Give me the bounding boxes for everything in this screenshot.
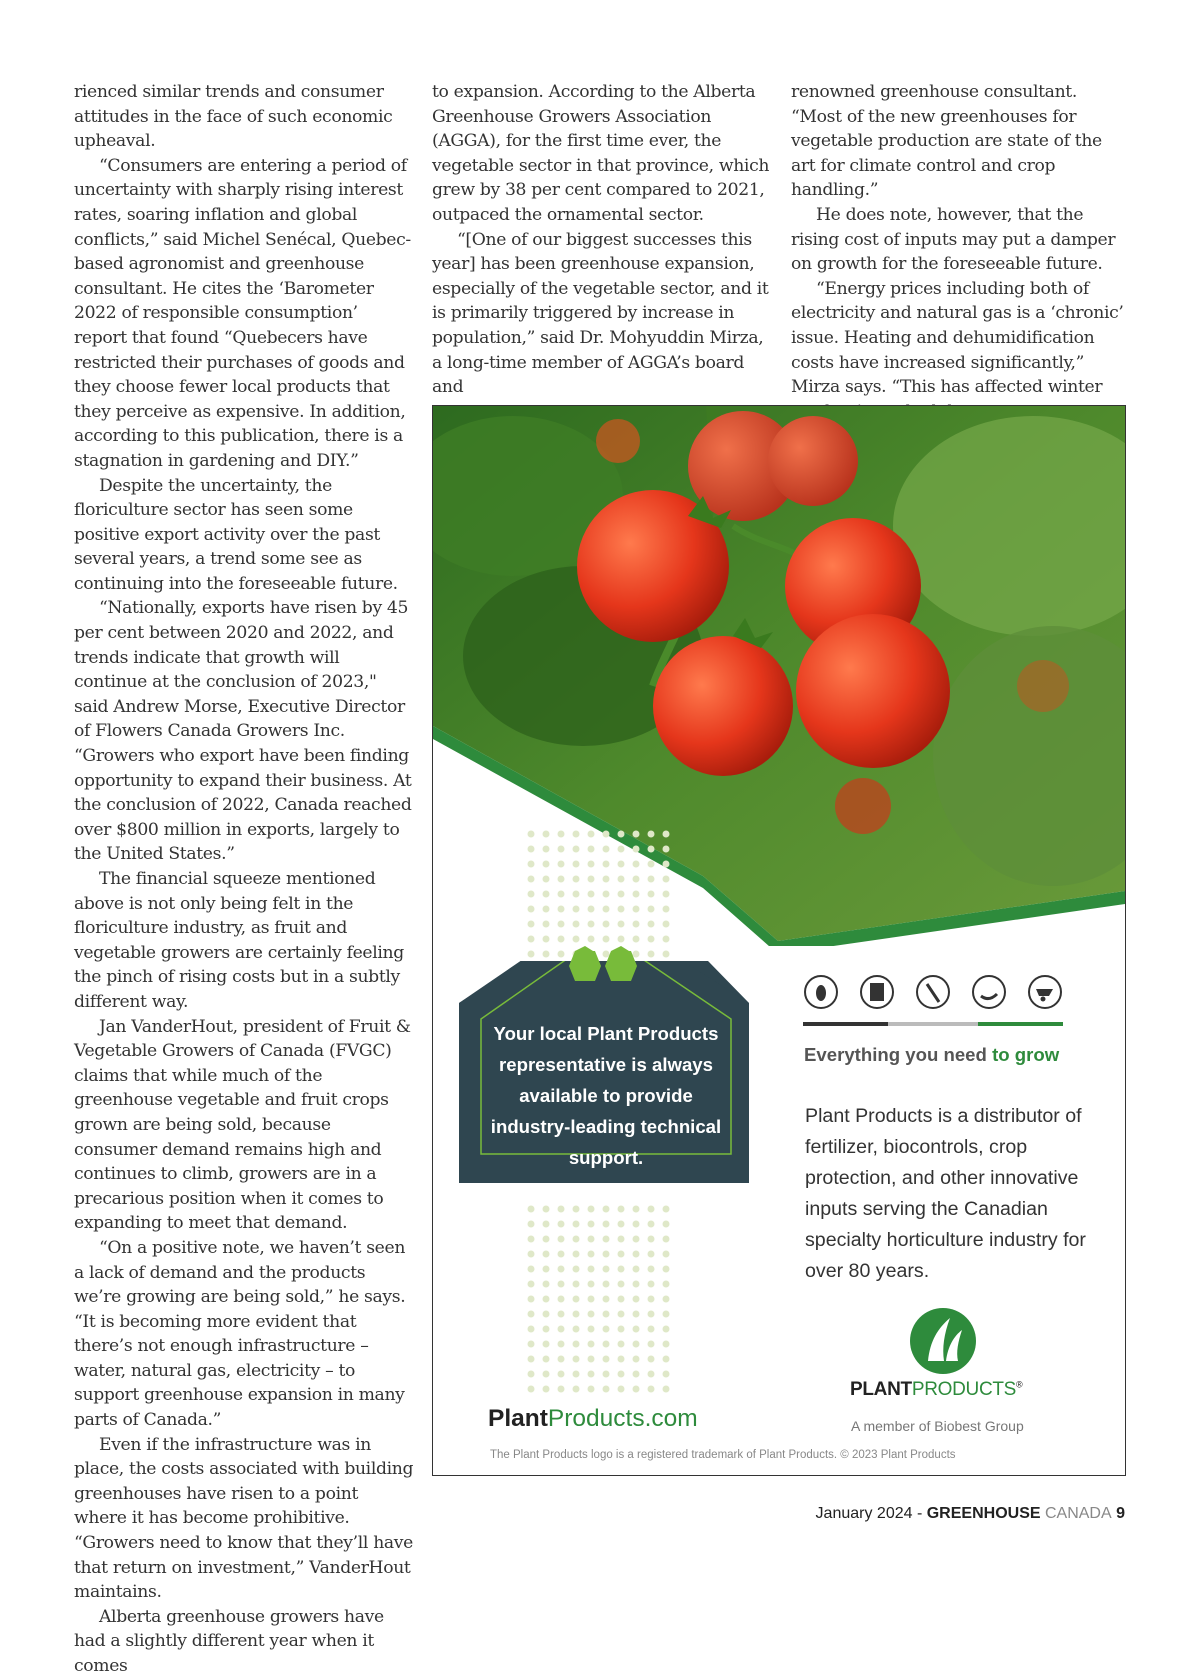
footer-date: January 2024 - bbox=[815, 1505, 927, 1522]
website-products: Products.com bbox=[547, 1405, 698, 1432]
plant-products-logo-icon bbox=[908, 1306, 978, 1376]
paragraph: He does note, however, that the rising cost of inputs may put a damper on growth for the foreseeable future. bbox=[791, 204, 1116, 275]
paragraph: Despite the uncertainty, the floriculture sector has seen some positive export activity over the past several years, a trend some see as continuing into the foreseeable future. bbox=[74, 475, 398, 594]
paragraph: Alberta greenhouse growers have had a slightly different year when it comes bbox=[74, 1606, 384, 1676]
wheelbarrow-icon bbox=[1029, 976, 1061, 1008]
paragraph: “Consumers are entering a period of uncertainty with sharply rising interest rates, soaring inflation and global conflicts,” said Michel Senécal, Quebec-based agronomist and greenhouse consultant. He cites the ‘Barometer 2022 of responsible consumption’ report that found “Quebecers have restricted their purchases of goods and they choose fewer local products that they perceive as expensive. In addition, according to this publication, there is a stagnation in gardening and DIY.” bbox=[74, 155, 411, 471]
article-column-2 bbox=[432, 80, 772, 400]
tagline bbox=[804, 1044, 1059, 1066]
paragraph: Jan VanderHout, president of Fruit & Vegetable Growers of Canada (FVGC) claims that while much of the greenhouse vegetable and fruit crops grown are being sold, because consumer demand remains high and continues to climb, growers are in a precarious position when it comes to expanding to meet that demand. bbox=[74, 1016, 411, 1234]
trademark-note: The Plant Products logo is a registered trademark of Plant Products. © 2023 Plant Products bbox=[490, 1449, 956, 1461]
quote-marks-icon bbox=[563, 946, 643, 996]
tagline-grow: to grow bbox=[992, 1044, 1060, 1065]
service-icons bbox=[803, 974, 1063, 1014]
page-footer bbox=[816, 1505, 1125, 1523]
paragraph: Even if the infrastructure was in place, the costs associated with building greenhouses have risen to a point where it has become prohibitive. “Growers need to know that they’ll have that return on investment,” VanderHout maintains. bbox=[74, 1434, 414, 1603]
paragraph: rienced similar trends and consumer attitudes in the face of such economic upheaval. bbox=[74, 82, 393, 152]
paragraph: “[One of our biggest successes this year] has been greenhouse expansion, especially of the vegetable sector, and it is primarily triggered by increase in population,” said Dr. Mohyuddin Mirza, a long-time member of AGGA’s board and bbox=[432, 229, 769, 398]
registered-mark: ® bbox=[1016, 1379, 1023, 1390]
logo-wordmark bbox=[850, 1379, 1022, 1401]
member-note: A member of Biobest Group bbox=[851, 1418, 1024, 1434]
paragraph: to expansion. According to the Alberta Greenhouse Growers Association (AGGA), for the first time ever, the vegetable sector in that province, which grew by 38 per cent compared to 2021, outpaced the ornamental sector. bbox=[432, 82, 770, 225]
sprayer-icon bbox=[917, 976, 949, 1008]
article-column-1 bbox=[74, 80, 414, 1679]
quote-text: Your local Plant Products representative is always available to provide industry-leading technical support. bbox=[490, 1023, 722, 1168]
paragraph: “Energy prices including both of electricity and natural gas is a ‘chronic’ issue. Heating and dehumidification costs have increased significantly,” Mirza says. “This has affected winter bbox=[791, 278, 1124, 398]
hand-plant-icon bbox=[973, 976, 1005, 1008]
npk-bag-icon bbox=[861, 976, 893, 1008]
ad-description: Plant Products is a distributor of fertilizer, biocontrols, crop protection, and other innovative inputs serving the Canadian specialty horticulture industry for over 80 years. bbox=[805, 1105, 1086, 1282]
divider-line bbox=[803, 1022, 1063, 1028]
paragraph: “On a positive note, we haven’t seen a lack of demand and the products we’re growing are being sold,” he says. “It is becoming more evident that there’s not enough infrastructure – water, natural gas, electricity – to support greenhouse expansion in many parts of Canada.” bbox=[74, 1237, 406, 1431]
article-column-3 bbox=[791, 80, 1131, 424]
paragraph: “Nationally, exports have risen by 45 per cent between 2020 and 2022, and trends indicate that growth will continue at the conclusion of 2023," said Andrew Morse, Executive Director of Flowers Canada Growers Inc. “Growers who export have been finding opportunity to expand their business. At the conclusion of 2022, Canada reached over $800 million in exports, largely to the United States.” bbox=[74, 598, 412, 865]
website-link[interactable] bbox=[488, 1405, 698, 1433]
footer-greenhouse: GREENHOUSE bbox=[926, 1505, 1041, 1522]
logo-products: PRODUCTS bbox=[911, 1379, 1017, 1400]
paragraph: The financial squeeze mentioned above is not only being felt in the floriculture industry, as fruit and vegetable growers are certainly feeling the pinch of rising costs but in a subtly different way. bbox=[74, 869, 404, 1012]
bee-icon bbox=[805, 976, 837, 1008]
website-plant: Plant bbox=[488, 1405, 548, 1432]
plant-products-ad bbox=[432, 405, 1126, 1476]
page-number: 9 bbox=[1111, 1505, 1125, 1522]
logo-plant: PLANT bbox=[850, 1379, 912, 1400]
paragraph: renowned greenhouse consultant. “Most of the new greenhouses for vegetable production are state of the art for climate control and crop handling.” bbox=[791, 82, 1102, 201]
footer-canada: CANADA bbox=[1040, 1505, 1112, 1522]
tagline-text: Everything you need bbox=[804, 1044, 987, 1065]
